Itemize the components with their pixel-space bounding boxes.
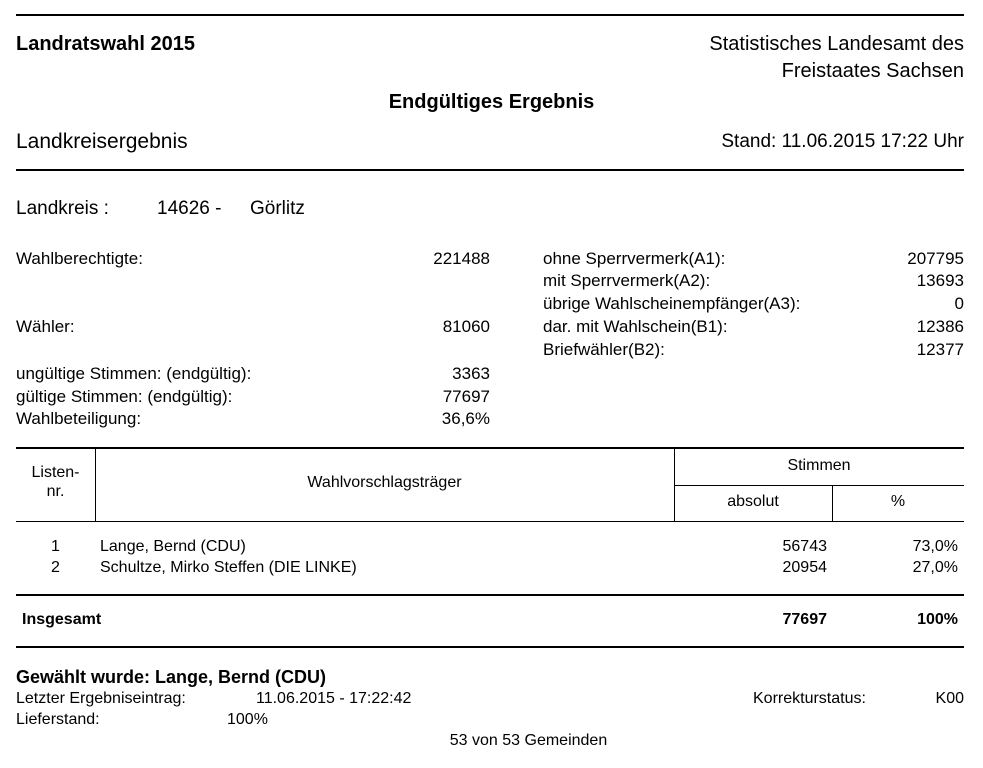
stat-label-a1: ohne Sperrvermerk(A1):	[543, 249, 726, 268]
stat-label-b2: Briefwähler(B2):	[543, 340, 665, 359]
total-label: Insgesamt	[22, 611, 102, 628]
stat-label-valid: gültige Stimmen: (endgültig):	[16, 387, 233, 406]
row-2-nr: 2	[51, 559, 60, 576]
stat-label-b1: dar. mit Wahlschein(B1):	[543, 317, 728, 336]
stat-label-turnout: Wahlbeteiligung:	[16, 409, 142, 428]
election-title: Landratswahl 2015	[16, 33, 195, 55]
row-1-percent: 73,0%	[912, 538, 958, 555]
table-votes-subrule	[674, 485, 964, 486]
stat-value-voters: 81060	[442, 317, 490, 336]
col-header-absolute: absolut	[727, 493, 779, 510]
row-1-nr: 1	[51, 538, 60, 555]
col-header-percent: %	[890, 493, 906, 510]
stat-label-voters: Wähler:	[16, 317, 75, 336]
delivery-value: 100%	[227, 711, 268, 728]
correction-status-label: Korrekturstatus:	[753, 690, 866, 707]
result-type: Endgültiges Ergebnis	[388, 91, 595, 113]
row-2-absolute: 20954	[782, 559, 827, 576]
stat-value-invalid: 3363	[452, 364, 490, 383]
office-line-1: Statistisches Landesamt des	[709, 33, 964, 55]
correction-status-value: K00	[935, 690, 964, 707]
stat-value-turnout: 36,6%	[441, 409, 490, 428]
district-code: 14626 -	[157, 198, 222, 219]
stat-value-eligible: 221488	[433, 249, 490, 268]
row-1-name: Lange, Bernd (CDU)	[100, 538, 246, 555]
stat-value-a3: 0	[954, 294, 964, 313]
stat-value-valid: 77697	[442, 387, 490, 406]
level-title: Landkreisergebnis	[16, 130, 188, 153]
municipalities-count: 53 von 53 Gemeinden	[449, 732, 608, 749]
col-header-candidate: Wahlvorschlagsträger	[307, 474, 462, 491]
stat-label-invalid: ungültige Stimmen: (endgültig):	[16, 364, 252, 383]
district-name: Görlitz	[250, 198, 305, 219]
table-header-rule	[16, 521, 964, 522]
col-header-list-nr-2: nr.	[46, 483, 65, 500]
last-entry-value: 11.06.2015 - 17:22:42	[256, 690, 412, 707]
col-header-votes: Stimmen	[787, 457, 851, 474]
stat-value-a1: 207795	[907, 249, 964, 268]
row-2-percent: 27,0%	[912, 559, 958, 576]
delivery-label: Lieferstand:	[16, 711, 100, 728]
row-2-name: Schultze, Mirko Steffen (DIE LINKE)	[100, 559, 357, 576]
stat-label-a2: mit Sperrvermerk(A2):	[543, 271, 711, 290]
total-top-rule	[16, 594, 964, 596]
header-rule	[16, 169, 964, 171]
row-1-absolute: 56743	[782, 538, 827, 555]
timestamp: Stand: 11.06.2015 17:22 Uhr	[721, 131, 964, 152]
stat-label-a3: übrige Wahlscheinempfänger(A3):	[543, 294, 801, 313]
stat-value-b1: 12386	[916, 317, 964, 336]
table-top-rule	[16, 447, 964, 449]
office-line-2: Freistaates Sachsen	[781, 60, 964, 82]
col-header-list-nr-1: Listen-	[31, 464, 80, 481]
stat-value-a2: 13693	[916, 271, 964, 290]
elected-candidate: Gewählt wurde: Lange, Bernd (CDU)	[16, 667, 327, 687]
stat-label-eligible: Wahlberechtigte:	[16, 249, 143, 268]
top-rule	[16, 14, 964, 16]
stat-value-b2: 12377	[916, 340, 964, 359]
total-percent: 100%	[917, 611, 958, 628]
last-entry-label: Letzter Ergebniseintrag:	[16, 690, 186, 707]
total-absolute: 77697	[782, 611, 827, 628]
total-bottom-rule	[16, 646, 964, 648]
district-label: Landkreis :	[16, 198, 109, 219]
